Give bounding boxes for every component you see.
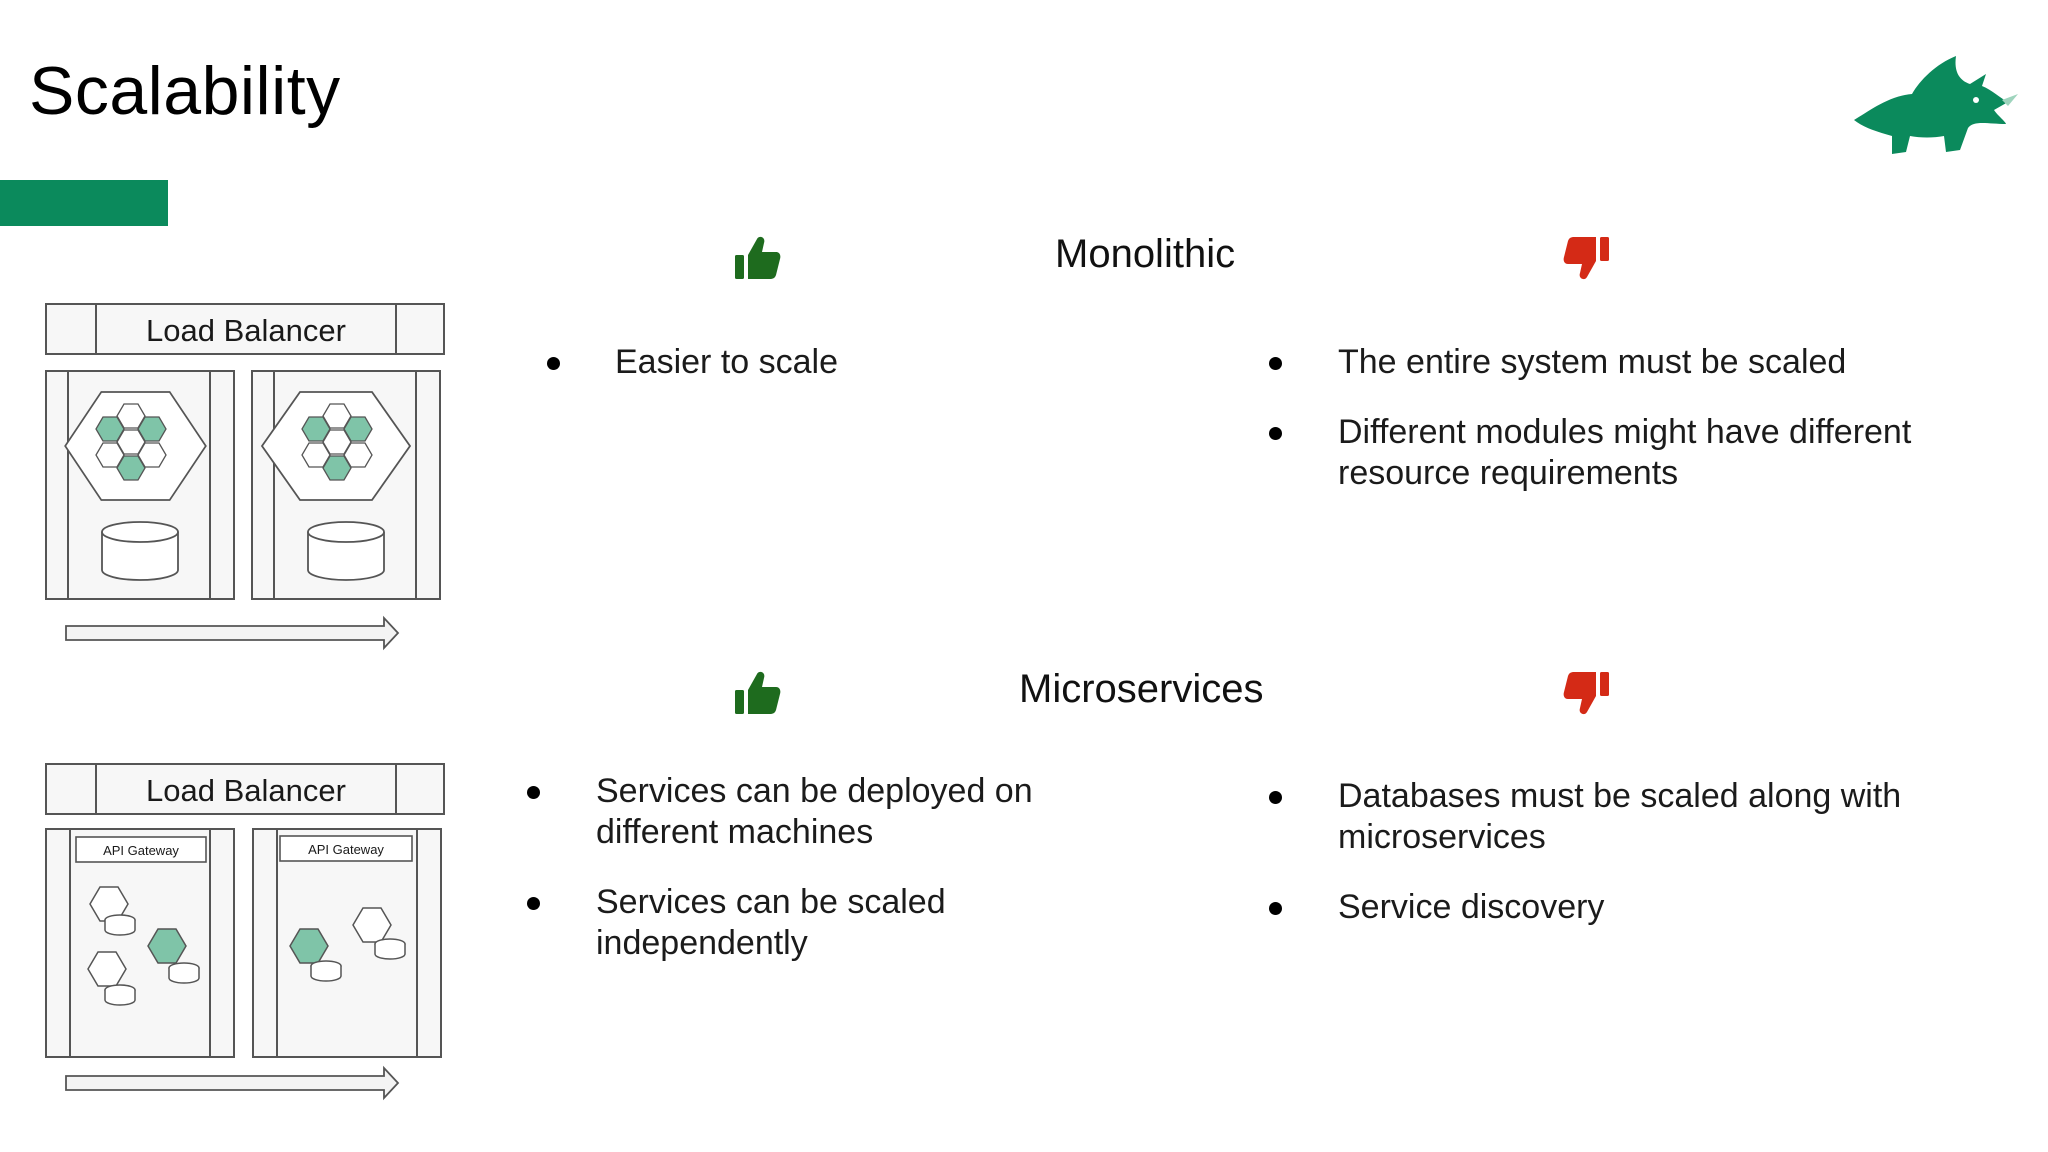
list-item: Databases must be scaled along with microservices <box>1338 776 1978 858</box>
database-icon <box>102 522 178 580</box>
microservices-cons-list <box>1338 776 1978 957</box>
slide-title: Scalability <box>29 53 341 129</box>
scale-out-arrow <box>66 1068 398 1098</box>
monolithic-heading: Monolithic <box>1055 232 1236 276</box>
microservices-heading: Microservices <box>1019 667 1264 711</box>
list-item: Easier to scale <box>615 342 1135 383</box>
title-accent-bar <box>0 180 168 226</box>
thumbs-down-icon <box>1562 233 1612 283</box>
list-item: Services can be scaled independently <box>596 882 1116 964</box>
list-item: Service discovery <box>1338 887 1978 928</box>
microservices-pros-list <box>596 771 1116 993</box>
monolith-instance <box>46 371 234 599</box>
microservices-instance <box>46 829 234 1057</box>
thumbs-up-icon <box>732 233 782 283</box>
monolith-instance <box>252 371 440 599</box>
scale-out-arrow <box>66 618 398 648</box>
load-balancer-label: Load Balancer <box>146 313 346 348</box>
monolithic-pros-list <box>615 342 1135 383</box>
api-gateway-label: API Gateway <box>308 842 384 857</box>
api-gateway-label: API Gateway <box>103 843 179 858</box>
thumbs-down-icon <box>1562 668 1612 718</box>
load-balancer-label: Load Balancer <box>146 773 346 808</box>
list-item: Different modules might have different resource requirements <box>1338 412 1978 494</box>
monolithic-scaling-diagram <box>40 296 460 658</box>
database-icon <box>308 522 384 580</box>
list-item: Services can be deployed on different machines <box>596 771 1116 853</box>
monolithic-cons-list <box>1338 342 1978 523</box>
microservices-instance <box>253 829 441 1057</box>
triceratops-logo-icon <box>1848 52 2018 162</box>
microservices-scaling-diagram <box>40 756 460 1106</box>
thumbs-up-icon <box>732 668 782 718</box>
list-item: The entire system must be scaled <box>1338 342 1978 383</box>
